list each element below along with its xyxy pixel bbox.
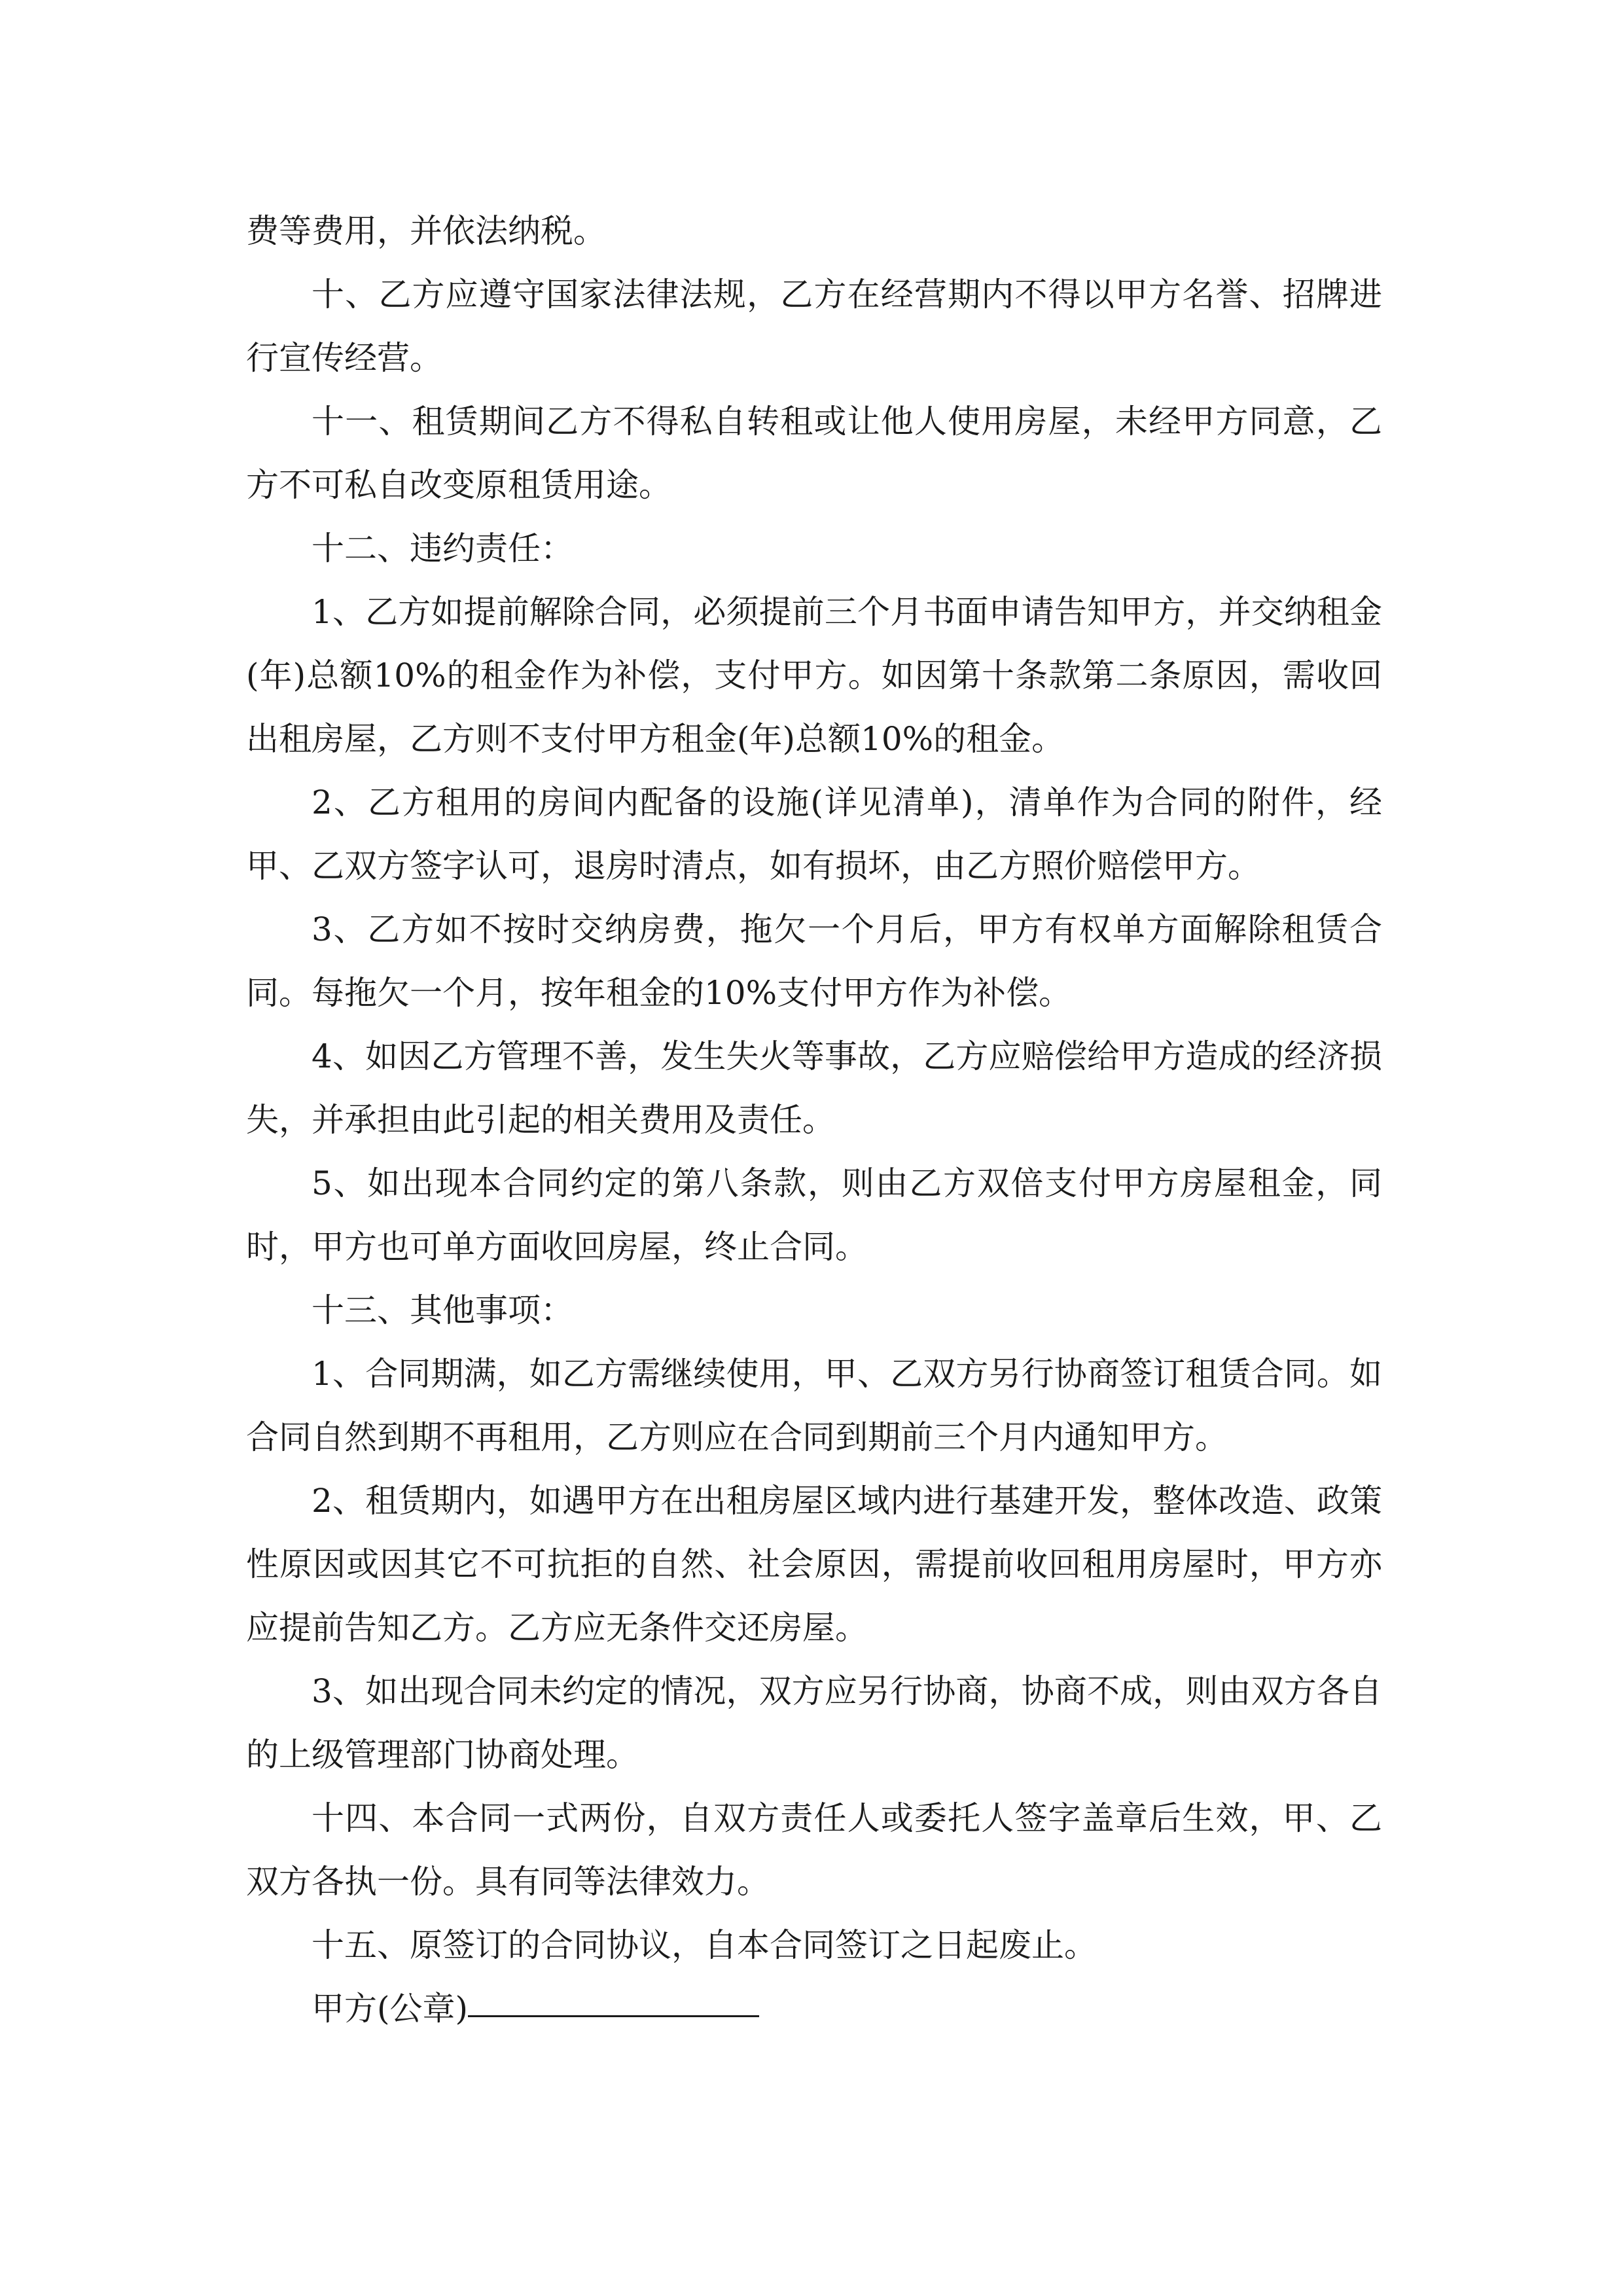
clause-14: 十四、本合同一式两份，自双方责任人或委托人签字盖章后生效，甲、乙双方各执一份。具有同等法律效力。: [246, 1799, 1382, 1901]
clause-13-heading: 十三、其他事项：: [312, 1291, 573, 1329]
clause-12-item-1: 1、乙方如提前解除合同，必须提前三个月书面申请告知甲方，并交纳租金(年)总额10%的租金作为补偿，支付甲方。如因第十条款第二条原因，需收回出租房屋，乙方则不支付甲方租金(年)总额10%的租金。: [246, 593, 1382, 758]
paragraph-continuation: 费等费用，并依法纳税。: [246, 212, 606, 250]
clause-15: 十五、原签订的合同协议，自本合同签订之日起废止。: [312, 1926, 1097, 1964]
clause-12-heading: 十二、违约责任：: [312, 529, 573, 567]
clause-12-item-3: 3、乙方如不按时交纳房费，拖欠一个月后，甲方有权单方面解除租赁合同。每拖欠一个月，按年租金的10%支付甲方作为补偿。: [246, 910, 1382, 1012]
clause-12-item-5: 5、如出现本合同约定的第八条款，则由乙方双倍支付甲方房屋租金，同时，甲方也可单方面收回房屋，终止合同。: [246, 1164, 1382, 1266]
clause-11: 十一、租赁期间乙方不得私自转租或让他人使用房屋，未经甲方同意，乙方不可私自改变原租赁用途。: [246, 403, 1382, 504]
contract-body: [246, 200, 1382, 2041]
clause-12-item-4: 4、如因乙方管理不善，发生失火等事故，乙方应赔偿给甲方造成的经济损失，并承担由此引起的相关费用及责任。: [246, 1037, 1382, 1139]
signature-line-party-a: [246, 1977, 1382, 2041]
signature-label: 甲方(公章): [312, 1990, 469, 2028]
clause-10: 十、乙方应遵守国家法律法规，乙方在经营期内不得以甲方名誉、招牌进行宣传经营。: [246, 276, 1382, 377]
signature-blank: [468, 1977, 759, 2017]
clause-12-item-2: 2、乙方租用的房间内配备的设施(详见清单)，清单作为合同的附件，经甲、乙双方签字认可，退房时清点，如有损坏，由乙方照价赔偿甲方。: [246, 783, 1382, 885]
clause-13-item-3: 3、如出现合同未约定的情况，双方应另行协商，协商不成，则由双方各自的上级管理部门协商处理。: [246, 1672, 1382, 1774]
clause-13-item-2: 2、租赁期内，如遇甲方在出租房屋区域内进行基建开发，整体改造、政策性原因或因其它不可抗拒的自然、社会原因，需提前收回租用房屋时，甲方亦应提前告知乙方。乙方应无条件交还房屋。: [246, 1482, 1382, 1647]
clause-13-item-1: 1、合同期满，如乙方需继续使用，甲、乙双方另行协商签订租赁合同。如合同自然到期不再租用，乙方则应在合同到期前三个月内通知甲方。: [246, 1355, 1382, 1456]
